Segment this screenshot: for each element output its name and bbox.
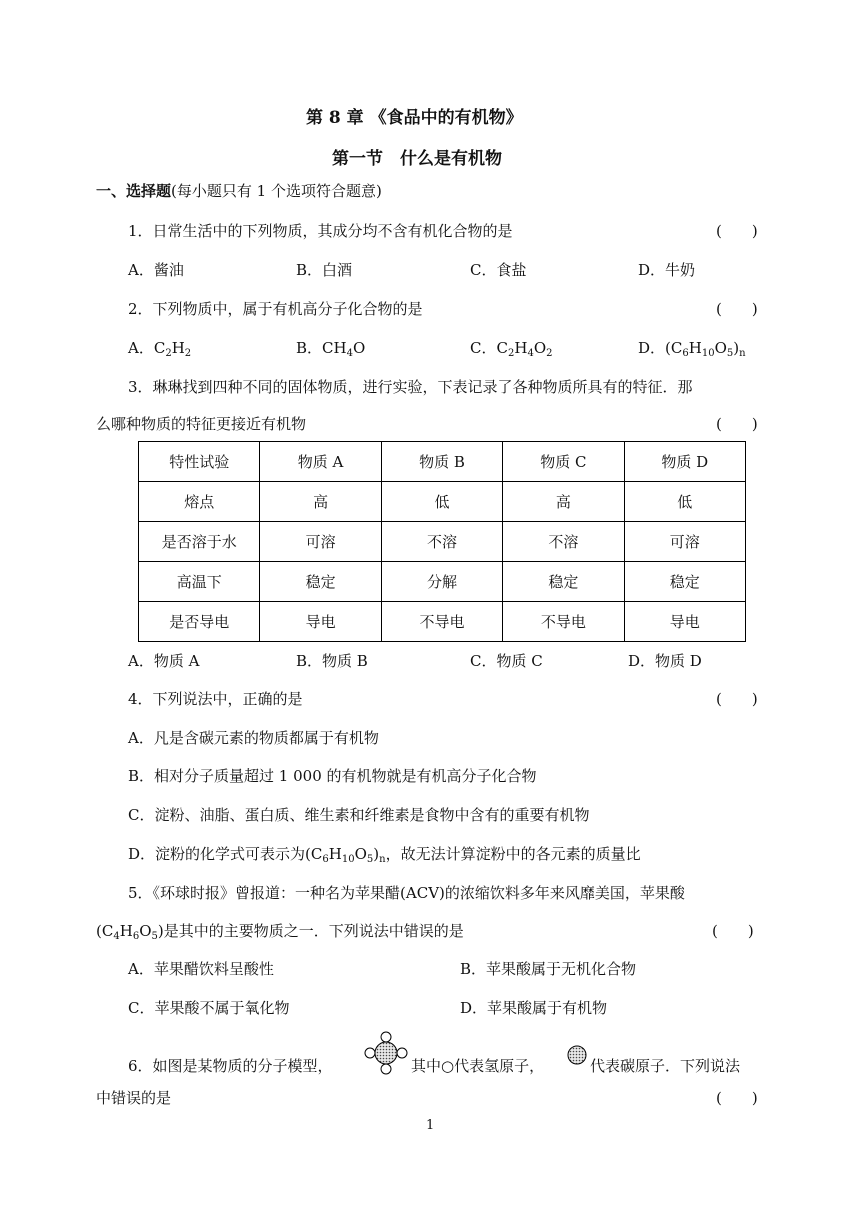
answer-paren: ( ) bbox=[716, 222, 758, 240]
q5-option-c: C．苹果酸不属于氧化物 bbox=[128, 999, 290, 1017]
table-cell: 不溶 bbox=[503, 522, 624, 562]
q1-option-d: D．牛奶 bbox=[638, 261, 696, 279]
q1-option-c: C．食盐 bbox=[470, 261, 527, 279]
table-cell: 是否导电 bbox=[139, 602, 260, 642]
table-row bbox=[139, 522, 746, 562]
table-header-row bbox=[139, 442, 746, 482]
table-cell: 不导电 bbox=[381, 602, 502, 642]
table-cell: 导电 bbox=[624, 602, 745, 642]
table-cell: 稳定 bbox=[624, 562, 745, 602]
table-cell: 可溶 bbox=[624, 522, 745, 562]
table-cell: 不导电 bbox=[503, 602, 624, 642]
section-heading bbox=[96, 180, 382, 201]
table-cell: 稳定 bbox=[260, 562, 381, 602]
question-5-stem-line2: $(C_4H_6O_5)$是其中的主要物质之一．下列说法中错误的是 bbox=[96, 922, 464, 942]
question-3-stem-line1: 3．琳琳找到四种不同的固体物质，进行实验，下表记录了各种物质所具有的特征．那 bbox=[128, 378, 693, 396]
q2-option-d: D．$(C_6H_{10}O_5)_n$ bbox=[638, 339, 746, 359]
table-header-cell: 物质 A bbox=[260, 442, 381, 482]
q4-option-c: C．淀粉、油脂、蛋白质、维生素和纤维素是食物中含有的重要有机物 bbox=[128, 806, 590, 824]
question-4-stem: 4．下列说法中，正确的是 bbox=[128, 690, 303, 708]
q2-option-a: A．$C_2H_2$ bbox=[128, 339, 192, 359]
table-cell: 不溶 bbox=[381, 522, 502, 562]
table-row bbox=[139, 562, 746, 602]
question-6-stem-p2: 其中○代表氢原子， bbox=[411, 1057, 545, 1075]
carbon-atom-icon bbox=[566, 1044, 588, 1066]
table-header-cell: 物质 B bbox=[381, 442, 502, 482]
answer-paren: ( ) bbox=[716, 1089, 758, 1107]
table-cell: 高温下 bbox=[139, 562, 260, 602]
q1-option-a: A．酱油 bbox=[128, 261, 184, 279]
table-cell: 低 bbox=[624, 482, 745, 522]
section-note: (每小题只有 1 个选项符合题意) bbox=[171, 182, 382, 200]
q3-option-b: B．物质 B bbox=[296, 652, 368, 670]
q2-option-c: C．$C_2H_4O_2$ bbox=[470, 339, 553, 359]
table-header-cell: 特性试验 bbox=[139, 442, 260, 482]
q5-option-a: A．苹果醋饮料呈酸性 bbox=[128, 960, 274, 978]
table-header-cell: 物质 D bbox=[624, 442, 745, 482]
q3-option-d: D．物质 D bbox=[628, 652, 702, 670]
q1-option-b: B．白酒 bbox=[296, 261, 353, 279]
table-cell: 可溶 bbox=[260, 522, 381, 562]
answer-paren: ( ) bbox=[712, 922, 754, 940]
question-6-stem-line2: 中错误的是 bbox=[96, 1089, 172, 1107]
answer-paren: ( ) bbox=[716, 690, 758, 708]
table-row bbox=[139, 482, 746, 522]
q3-option-a: A．物质 A bbox=[128, 652, 200, 670]
properties-table bbox=[138, 441, 746, 642]
table-cell: 稳定 bbox=[503, 562, 624, 602]
section-title: 第一节 什么是有机物 bbox=[332, 149, 502, 169]
q5-option-b: B．苹果酸属于无机化合物 bbox=[460, 960, 637, 978]
chapter-title: 第 8 章 《食品中的有机物》 bbox=[306, 108, 523, 128]
table-row bbox=[139, 602, 746, 642]
question-5-stem-line1: 5．《环球时报》曾报道：一种名为苹果醋(ACV)的浓缩饮料多年来风靡美国，苹果酸 bbox=[128, 884, 685, 902]
table-cell: 熔点 bbox=[139, 482, 260, 522]
q5-option-d: D．苹果酸属于有机物 bbox=[460, 999, 608, 1017]
q4-option-a: A．凡是含碳元素的物质都属于有机物 bbox=[128, 729, 379, 747]
table-cell: 高 bbox=[503, 482, 624, 522]
q4-option-d: D．淀粉的化学式可表示为$(C_6H_{10}O_5)_n$，故无法计算淀粉中的各元素的质量比 bbox=[128, 845, 641, 865]
table-header-cell: 物质 C bbox=[503, 442, 624, 482]
question-1-stem: 1．日常生活中的下列物质，其成分均不含有机化合物的是 bbox=[128, 222, 513, 240]
table-cell: 分解 bbox=[381, 562, 502, 602]
table-cell: 是否溶于水 bbox=[139, 522, 260, 562]
methane-molecule-icon bbox=[364, 1030, 408, 1076]
table-cell: 导电 bbox=[260, 602, 381, 642]
question-6-stem-p1: 6．如图是某物质的分子模型， bbox=[128, 1057, 333, 1075]
q3-option-c: C．物质 C bbox=[470, 652, 543, 670]
question-6-stem-p3: 代表碳原子．下列说法 bbox=[590, 1057, 741, 1075]
section-label: 一、选择题 bbox=[96, 182, 172, 200]
answer-paren: ( ) bbox=[716, 415, 758, 433]
q2-option-b: B．$CH_4O$ bbox=[296, 339, 366, 359]
table-cell: 低 bbox=[381, 482, 502, 522]
page-number: 1 bbox=[426, 1118, 435, 1133]
question-2-stem: 2．下列物质中，属于有机高分子化合物的是 bbox=[128, 300, 423, 318]
answer-paren: ( ) bbox=[716, 300, 758, 318]
q4-option-b: B．相对分子质量超过 1 000 的有机物就是有机高分子化合物 bbox=[128, 767, 537, 785]
question-3-stem-line2: 么哪种物质的特征更接近有机物 bbox=[96, 415, 307, 433]
table-cell: 高 bbox=[260, 482, 381, 522]
